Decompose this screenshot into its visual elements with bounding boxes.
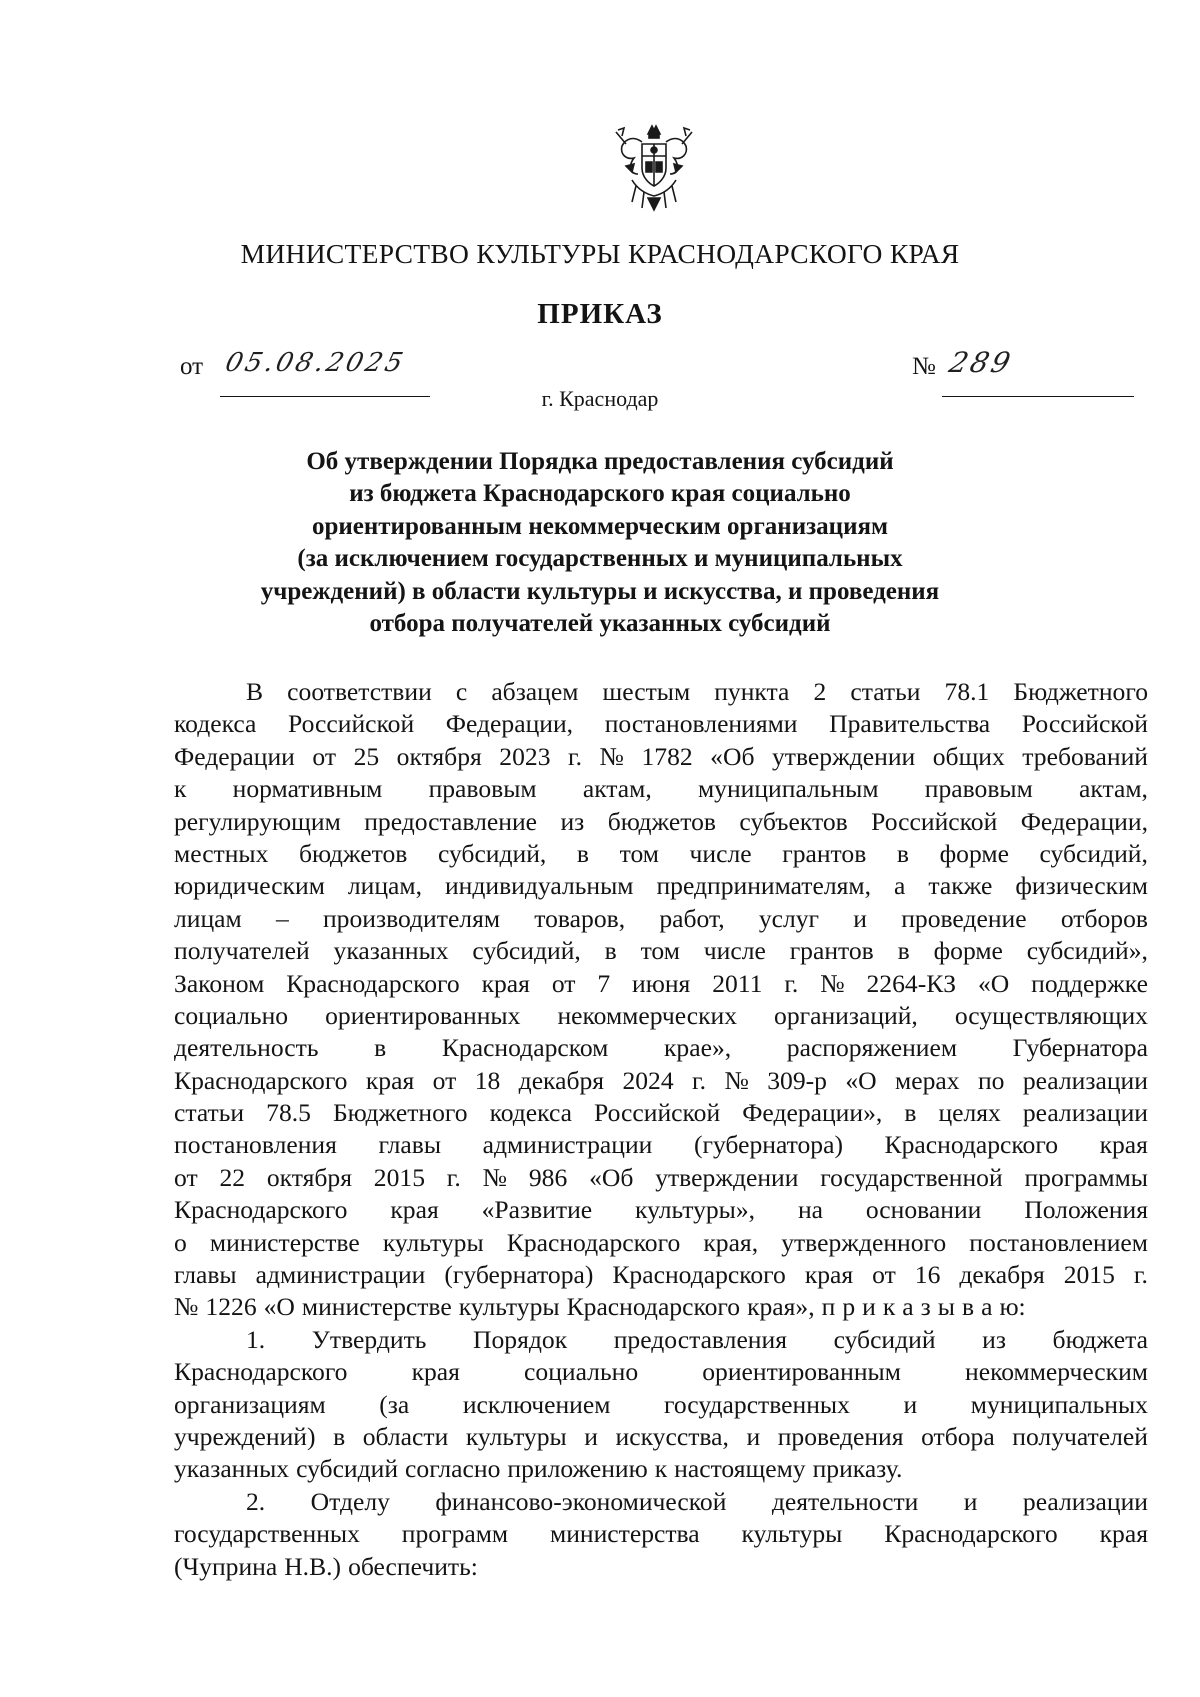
body-word: в [576,838,589,868]
body-word: индивидуальным [444,871,634,901]
body-word: предоставление [364,806,538,836]
body-word: предоставления [613,1324,787,1354]
body-word: к [174,774,187,804]
body-word: Н.В.) [284,1551,342,1581]
body-word: г. [784,968,799,998]
body-word: № [820,968,845,998]
body-word: основании [865,1195,982,1225]
body-word: учреждений) [174,1421,316,1451]
body-word: приложению [507,1454,648,1484]
body-word: форме [933,936,1003,966]
body-word: и [903,1389,918,1419]
body-word: № [599,741,624,771]
body-word: ориентированным [702,1357,901,1387]
body-word: указанных [174,1454,290,1484]
body-word: программы [1024,1162,1148,1192]
body-word: на [797,1195,823,1225]
body-word: актам, [582,774,652,804]
body-word: края, [703,1227,759,1257]
body-word: Российской [1021,709,1148,739]
heading-line: отбора получателей указанных субсидий [369,610,831,638]
body-word: Краснодарского [612,1260,786,1290]
body-line [174,1356,1148,1388]
body-word: нормативным [232,774,383,804]
body-line [174,1194,1148,1226]
body-word: Краснодарском [441,1033,609,1063]
body-word: края [481,968,530,998]
body-line [174,1000,1148,1032]
body-word: получателей [174,936,310,966]
body-word: также [928,871,993,901]
body-line [174,806,1148,838]
body-word: услуг [758,903,820,933]
body-word: от [432,1065,457,1095]
body-word: а [893,871,906,901]
body-word: края [1099,1519,1148,1549]
body-line [174,741,1148,773]
body-word: Краснодарского [884,1519,1058,1549]
body-word: получателей [1012,1421,1148,1451]
body-word: некоммерческих [557,1000,738,1030]
body-word: (за [379,1389,410,1419]
body-word: 1782 [641,741,693,771]
body-word: пункта [714,677,790,706]
body-word: Федерации [174,741,295,771]
body-word: Краснодарского [174,1357,348,1387]
body-word: Российской [594,1098,721,1128]
body-word: «Об [710,741,755,771]
body-word: муниципальных [970,1389,1148,1419]
heading-line: (за исключением государственных и муниципальных [297,545,903,573]
body-line [174,1421,1148,1453]
body-word: 2264-КЗ [866,968,957,998]
number-prefix: № [912,353,936,380]
body-line [174,968,1148,1000]
body-word: в [604,936,617,966]
body-word: реализации [1022,1065,1148,1095]
body-word: числе [689,838,752,868]
body-line [174,773,1148,805]
body-word: работ, [659,903,725,933]
body-line [174,1162,1148,1194]
body-word: главы [174,1260,237,1290]
heading-line: ориентированным некоммерческим организациям [311,512,889,540]
body-word: в [374,1033,387,1063]
body-word: к [882,1292,896,1322]
body-word: октября [266,1162,352,1192]
body-word: г. [692,1065,707,1095]
body-word: 2023 [499,741,551,771]
body-word: культуры [741,1519,843,1549]
body-line [174,1486,1148,1518]
body-word: р [842,1292,856,1322]
body-word: абзацем [491,677,579,706]
body-word: проведение [901,903,1027,933]
body-line [174,1389,1148,1421]
body-word: утверждении [772,741,916,771]
body-word: и [862,1292,876,1322]
body-word: и [584,1421,598,1451]
body-word: (Чуприна [174,1551,278,1581]
body-word: поддержке [1031,968,1148,998]
body-word: 16 [914,1260,941,1290]
body-line [174,1097,1148,1129]
body-line [174,1518,1148,1550]
body-word: числе [703,936,766,966]
body-word: культуры», [635,1195,756,1225]
body-word: Российской [288,709,415,739]
body-word: местных [174,838,269,868]
body-line [174,1032,1148,1064]
handwritten-date: 05.08.2025 [222,348,409,378]
body-word: культуры [458,1292,560,1322]
body-word: культуры [382,1227,484,1257]
body-word: в [333,1421,346,1451]
body-word: ы [937,1292,955,1322]
body-word: по [977,1065,1005,1095]
body-word: мерах [895,1065,960,1095]
body-word: 25 [353,741,380,771]
body-word: Федерации», [742,1098,883,1128]
body-word: грантов [789,936,874,966]
body-word: ю: [999,1292,1026,1322]
body-word: к [654,1454,668,1484]
body-line [174,1129,1148,1161]
body-word: искусства, [615,1421,729,1451]
body-word: «О [845,1065,877,1095]
body-word: утвержденного [781,1227,947,1257]
body-word: № [482,1162,508,1192]
body-word: 2. [246,1486,266,1516]
body-word: общих [932,741,1005,771]
body-word: 2015 [1063,1260,1115,1290]
body-word: постановлением [969,1227,1148,1257]
body-word: согласно [405,1454,501,1484]
body-word: «О [263,1292,295,1322]
body-word: регулирующим [174,806,341,836]
document-body [174,676,1148,1583]
body-word: субъектов [739,806,848,836]
body-word: Отделу [310,1486,390,1516]
body-line [174,1291,1148,1323]
body-word: исключением [462,1389,611,1419]
body-word: том [640,936,680,966]
body-word: предпринимателям, [656,871,871,901]
body-line [174,1227,1148,1259]
body-word: 1. [246,1324,266,1354]
body-word: 78.5 [266,1098,311,1128]
body-word: а [981,1292,993,1322]
body-word: 2011 [712,968,763,998]
body-word: в [961,1292,975,1322]
body-word: 1226 [205,1292,257,1322]
body-word: Краснодарского [506,1227,681,1257]
body-word: государственной [820,1162,1003,1192]
body-word: кодекса [489,1098,572,1128]
heading-line: Об утверждении Порядка предоставления субсидий [306,448,894,475]
body-line [174,935,1148,967]
ministry-name: МИНИСТЕРСТВО КУЛЬТУРЫ КРАСНОДАРСКОГО КРАЯ [240,238,960,269]
body-line [174,1259,1148,1291]
body-word: обеспечить: [348,1551,478,1581]
body-word: крае», [664,1033,732,1063]
body-word: и [963,1486,978,1516]
body-word: организаций, [774,1000,918,1030]
body-word: шестым [602,677,691,706]
body-word: постановлениями [604,709,798,739]
heading-line: из бюджета Краснодарского края социально [349,480,851,508]
document-heading [230,446,970,640]
body-word: области [362,1421,449,1451]
body-word: культуры [465,1421,567,1451]
body-word: з [920,1292,931,1322]
body-word: Бюджетного [1013,677,1148,706]
body-word: края [804,1260,854,1290]
body-word: муниципальным [697,774,879,804]
body-word: деятельности [771,1486,919,1516]
body-word: п [821,1292,836,1322]
body-word: № [724,1065,749,1095]
body-word: субсидий [833,1324,936,1354]
date-prefix: от [180,353,204,380]
body-word: декабря [959,1260,1045,1290]
body-word: министерстве [301,1292,452,1322]
body-word: финансово-экономической [435,1486,727,1516]
body-word: том [619,838,659,868]
body-word: о [174,1227,187,1257]
body-line [174,708,1148,740]
body-word: кодекса [174,709,257,739]
body-word: Положения [1024,1195,1148,1225]
body-word: субсидий, [1039,838,1148,868]
body-word: Губернатора [1012,1033,1148,1063]
body-word: указанных [333,936,449,966]
body-word: 2015 [373,1162,425,1192]
body-word: Утвердить [311,1324,427,1354]
body-line [174,870,1148,902]
coat-of-arms-icon [612,120,696,216]
body-word: социально [524,1357,639,1387]
body-word: с [455,677,468,706]
body-word: В [246,677,264,706]
body-word: субсидий [296,1454,399,1484]
body-word: а [902,1292,914,1322]
body-word: 2024 [622,1065,674,1095]
body-word: из [560,806,585,836]
body-word: физическим [1015,871,1148,901]
body-word: (губернатора) [693,1130,843,1160]
body-word: Законом [174,968,265,998]
heading-line: учреждений) в области культуры и искусства, и проведения [260,577,940,605]
body-word: субсидий», [1026,936,1148,966]
body-word: края [390,1195,439,1225]
body-word: от [872,1260,896,1290]
body-word: главы [378,1130,442,1160]
body-line [174,1453,1148,1485]
body-word: отборов [1060,903,1148,933]
body-word: в [897,936,910,966]
order-title: ПРИКАЗ [537,298,663,330]
body-word: от [551,968,576,998]
body-word: 309-р [767,1065,827,1095]
body-word: требований [1022,741,1148,771]
body-word: администрации [255,1260,426,1290]
body-word: программ [401,1519,509,1549]
body-word: Правительства [829,709,991,739]
body-word: товаров, [534,903,626,933]
body-word: приказу. [812,1454,903,1484]
body-word: министерства [550,1519,700,1549]
body-word: производителям [322,903,501,933]
body-word: статьи [174,1098,245,1128]
body-word: социально [174,1000,289,1030]
body-word: края [1099,1130,1148,1160]
body-word: постановления [174,1130,337,1160]
body-word: организациям [174,1389,326,1419]
body-line [174,676,1148,708]
body-word: осуществляющих [954,1000,1148,1030]
body-word: деятельность [174,1033,319,1063]
body-word: Федерации, [445,709,574,739]
body-word: некоммерческим [965,1357,1148,1387]
body-word: Краснодарского [174,1065,348,1095]
body-word: распоряжением [786,1033,958,1063]
body-word: г. [1133,1260,1148,1290]
body-word: Краснодарского [174,1195,348,1225]
body-word: государственных [174,1519,360,1549]
body-word: субсидий, [472,936,581,966]
city: г. Краснодар [541,386,659,411]
body-word: от [174,1162,198,1192]
body-word: проведения [777,1421,904,1451]
body-line [174,1065,1148,1097]
body-word: в [896,838,909,868]
body-word: июня [632,968,691,998]
body-word: № [174,1292,199,1322]
body-word: настоящему [674,1454,806,1484]
body-word: юридическим [174,871,325,901]
body-word: государственных [664,1389,850,1419]
body-word: утверждении [655,1162,799,1192]
body-word: края», [747,1292,815,1322]
body-word: «О [977,968,1010,998]
body-word: администрации [482,1130,653,1160]
body-word: Федерации, [1020,806,1148,836]
body-line [174,903,1148,935]
body-word: 7 [597,968,611,998]
body-word: «Об [589,1162,634,1192]
body-word: правовым [924,774,1033,804]
body-word: г. [446,1162,461,1192]
body-word: края [365,1065,415,1095]
body-word: в [904,1098,917,1128]
body-line [174,1324,1148,1356]
body-word: декабря [518,1065,605,1095]
body-word: 22 [219,1162,246,1192]
body-word: 78.1 [944,677,990,706]
body-line [174,838,1148,870]
body-word: – [275,903,289,933]
body-word: лицам [174,903,242,933]
body-word: министерстве [209,1227,360,1257]
body-word: «Развитие [481,1195,593,1225]
body-word: и [853,903,867,933]
body-word: грантов [782,838,867,868]
body-word: субсидий, [437,838,547,868]
body-word: Порядок [473,1324,568,1354]
body-word: (губернатора) [444,1260,594,1290]
body-word: ориентированных [325,1000,521,1030]
body-word: форме [939,838,1009,868]
body-word: бюджетов [607,806,716,836]
body-word: из [982,1324,1006,1354]
body-word: правовым [428,774,537,804]
body-word: реализации [1022,1098,1148,1128]
body-word: лицам, [347,871,422,901]
handwritten-number: 289 [945,346,1017,379]
body-word: соответствии [287,677,432,706]
body-word: Бюджетного [332,1098,468,1128]
body-word: бюджетов [299,838,408,868]
body-line [174,1551,1148,1583]
body-word: Краснодарского [286,968,460,998]
body-word: целях [938,1098,1001,1128]
body-word: Краснодарского [566,1292,741,1322]
body-word: 18 [474,1065,501,1095]
body-word: 2 [813,677,827,706]
body-word: Краснодарского [884,1130,1059,1160]
body-word: края [411,1357,460,1387]
body-word: и [746,1421,761,1451]
body-word: актам, [1079,774,1148,804]
body-word: от [312,741,337,771]
body-word: 986 [528,1162,568,1192]
body-word: Российской [871,806,998,836]
body-word: реализации [1022,1486,1148,1516]
body-word: октября [396,741,482,771]
body-word: статьи [850,677,921,706]
body-word: отбора [921,1421,995,1451]
body-word: г. [568,741,583,771]
body-word: бюджета [1052,1324,1148,1354]
